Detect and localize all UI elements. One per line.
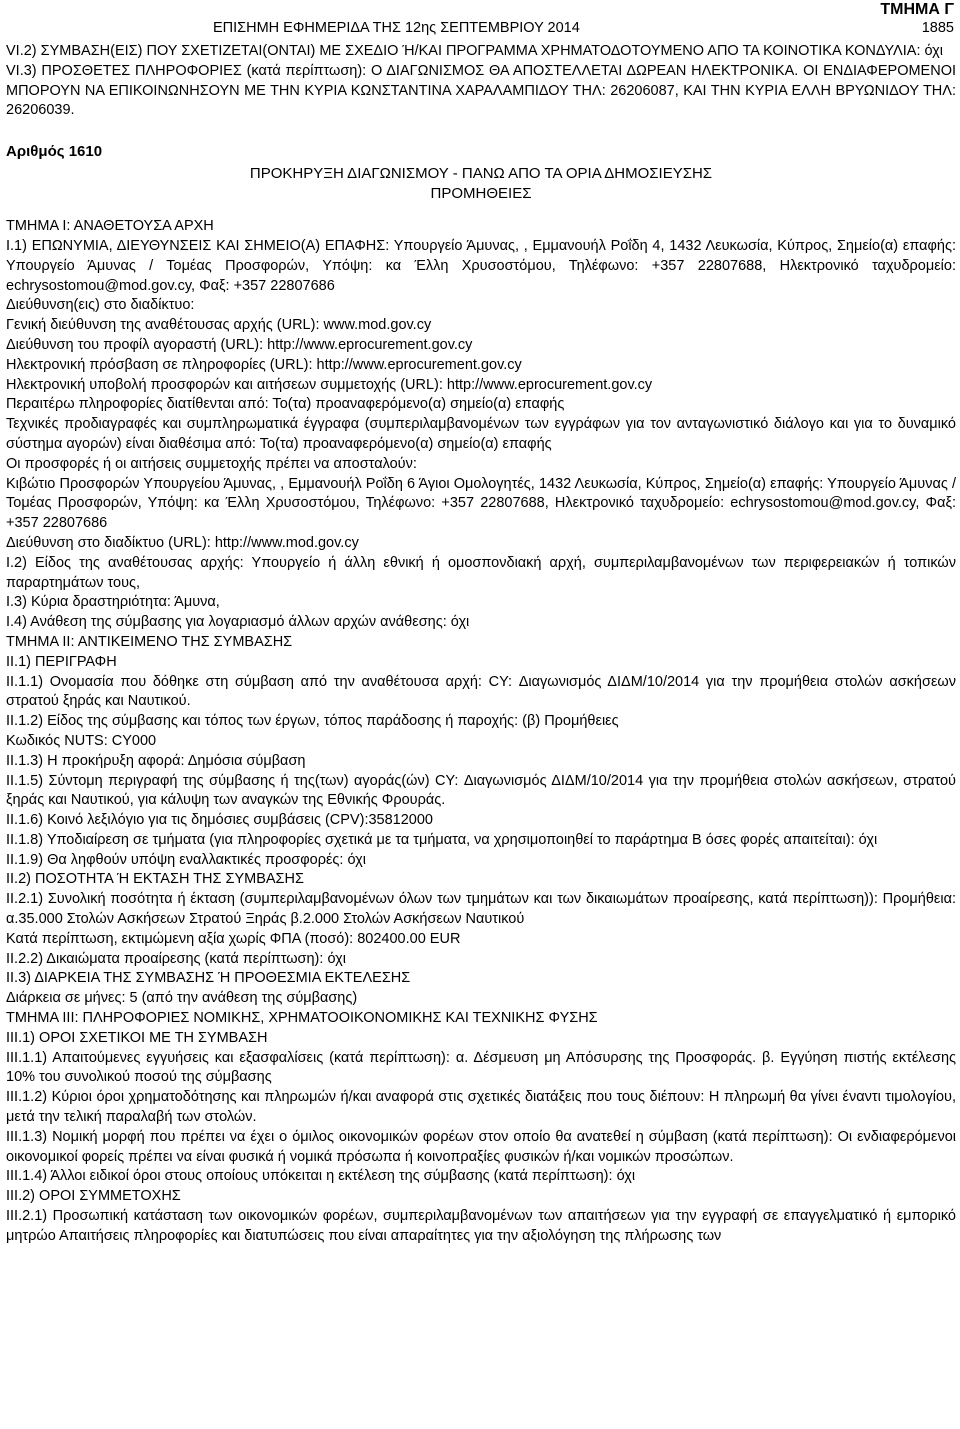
paragraph-vi2: VI.2) ΣΥΜΒΑΣΗ(ΕΙΣ) ΠΟΥ ΣΧΕΤΙΖΕΤΑΙ(ΟΝΤΑΙ) ΜΕ ΣΧΕΔΙΟ Ή/ΚΑΙ ΠΡΟΓΡΑΜΜΑ ΧΡΗΜΑΤΟΔΟΤΟΥΜΕΝΟ ΑΠΟ ΤΑ ΚΟΙΝΟΤΙΚΑ ΚΟΝΔΥΛΙΑ: όχι <box>6 43 944 59</box>
notice-title-line-2: ΠΡΟΜΗΘΕΙΕΣ <box>430 185 532 203</box>
paragraph: ΙΙΙ.1.4) Άλλοι ειδικοί όροι στους οποίους υπόκειται η εκτέλεση της σύμβασης (κατά περίπτωση): όχι <box>6 1168 636 1185</box>
paragraph: ΙΙΙ.1.3) Νομική μορφή που πρέπει να έχει ο όμιλος οικονομικών φορέων στον οποίο θα ανατεθεί η σύμβαση (κατά περίπτωση): Οι ενδιαφερόμενοι οικονομικοί φορείς πρέπει να είναι φυσικά ή νομικά πρόσωπα ή κοινοπραξίες φυσικών ή/και νομικών προσώπων. <box>6 1128 956 1165</box>
section-heading: ΤΜΗΜΑ ΙΙ: ΑΝΤΙΚΕΙΜΕΝΟ ΤΗΣ ΣΥΜΒΑΣΗΣ <box>6 633 293 650</box>
section-heading: ΤΜΗΜΑ ΙΙΙ: ΠΛΗΡΟΦΟΡΙΕΣ ΝΟΜΙΚΗΣ, ΧΡΗΜΑΤΟΟΙΚΟΝΟΜΙΚΗΣ ΚΑΙ ΤΕΧΝΙΚΗΣ ΦΥΣΗΣ <box>6 1010 598 1027</box>
subsection-heading: ΙΙΙ.1) ΟΡΟΙ ΣΧΕΤΙΚΟΙ ΜΕ ΤΗ ΣΥΜΒΑΣΗ <box>6 1029 268 1046</box>
notice-title <box>6 164 956 204</box>
paragraph: ΙΙ.1.5) Σύντομη περιγραφή της σύμβασης ή της(των) αγοράς(ών) CY: Διαγωνισμός ΔΙΔΜ/10/2014 για την προμήθεια στολών ασκήσεων, στρατού ξηράς και Ναυτικού, για κάλυψη των αναγκών της Εθνικής Φρουράς. <box>6 772 956 809</box>
paragraph: ΙΙ.1.6) Κοινό λεξιλόγιο για τις δημόσιες συμβάσεις (CPV):35812000 <box>6 812 433 829</box>
subsection-heading: ΙΙ.3) ΔΙΑΡΚΕΙΑ ΤΗΣ ΣΥΜΒΑΣΗΣ Ή ΠΡΟΘΕΣΜΙΑ ΕΚΤΕΛΕΣΗΣ <box>6 970 411 987</box>
notice-title-line-1: ΠΡΟΚΗΡΥΞΗ ΔΙΑΓΩΝΙΣΜΟΥ - ΠΑΝΩ ΑΠΟ ΤΑ ΟΡΙΑ ΔΗΜΟΣΙΕΥΣΗΣ <box>249 165 713 183</box>
paragraph: ΙΙ.2.2) Δικαιώματα προαίρεσης (κατά περίπτωση): όχι <box>6 950 346 967</box>
paragraph: Κιβώτιο Προσφορών Υπουργείου Άμυνας, , Εμμανουήλ Ροΐδη 6 Άγιοι Ομολογητές, 1432 Λευκωσία, Κύπρος, Σημείο(α) επαφής: Υπουργείο Άμυνας / Τομέας Προσφορών, Υπόψη: κα Έλλη Χρυσοστόμου, Τηλέφωνο: +357 22807688, Ηλεκτρονικό ταχυδρομείο: echrysostomou@mod.gov.cy, Φαξ: +357 22807686 <box>6 475 956 532</box>
page-content <box>6 42 956 1247</box>
subsection-heading: ΙΙ.2) ΠΟΣΟΤΗΤΑ Ή ΕΚΤΑΣΗ ΤΗΣ ΣΥΜΒΑΣΗΣ <box>6 871 304 888</box>
paragraph: Ι.2) Είδος της αναθέτουσας αρχής: Υπουργείο ή άλλη εθνική ή ομοσπονδιακή αρχή, συμπεριλαμβανομένων των περιφερειακών ή τοπικών παραρτημάτων τους, <box>6 554 956 591</box>
paragraph: Γενική διεύθυνση της αναθέτουσας αρχής (URL): www.mod.gov.cy <box>6 317 432 334</box>
paragraph: Διεύθυνση(εις) στο διαδίκτυο: <box>6 297 195 314</box>
paragraph: ΙΙ.1.1) Ονομασία που δόθηκε στη σύμβαση από την αναθέτουσα αρχή: CY: Διαγωνισμός ΔΙΔΜ/10/2014 για την προμήθεια στολών ασκήσεων στρατού ξηράς και Ναυτικού. <box>6 673 956 710</box>
spacer <box>6 121 956 140</box>
paragraph: Διεύθυνση στο διαδίκτυο (URL): http://www.mod.gov.cy <box>6 534 359 551</box>
section-label: ΤΜΗΜΑ Γ <box>880 1 954 18</box>
paragraph: Ηλεκτρονική πρόσβαση σε πληροφορίες (URL): http://www.eprocurement.gov.cy <box>6 356 522 373</box>
paragraph-vi3: VI.3) ΠΡΟΣΘΕΤΕΣ ΠΛΗΡΟΦΟΡΙΕΣ (κατά περίπτωση): Ο ΔΙΑΓΩΝΙΣΜΟΣ ΘΑ ΑΠΟΣΤΕΛΛΕΤΑΙ ΔΩΡΕΑΝ ΗΛΕΚΤΡΟΝΙΚΑ. ΟΙ ΕΝΔΙΑΦΕΡΟΜΕΝΟΙ ΜΠΟΡΟΥΝ ΝΑ ΕΠΙΚΟΙΝΩΝΗΣΟΥΝ ΜΕ ΤΗΝ ΚΥΡΙΑ ΚΩΝΣΤΑΝΤΙΝΑ ΧΑΡΑΛΑΜΠΙΔΟΥ ΤΗΛ: 26206087, ΚΑΙ ΤΗΝ ΚΥΡΙΑ ΕΛΛΗ ΒΡΥΩΝΙΔΟΥ ΤΗΛ: 26206039. <box>6 62 956 119</box>
paragraph: ΙΙ.1.2) Είδος της σύμβασης και τόπος των έργων, τόπος παράδοσης ή παροχής: (β) Προμήθειες <box>6 713 619 730</box>
subsection-heading: ΙΙΙ.2) ΟΡΟΙ ΣΥΜΜΕΤΟΧΗΣ <box>6 1188 181 1205</box>
paragraph: ΙΙ.2.1) Συνολική ποσότητα ή έκταση (συμπεριλαμβανομένων όλων των τμημάτων και των δικαιωμάτων προαίρεσης, κατά περίπτωση)): Προμήθεια: α.35.000 Στολών Ασκήσεων Στρατού Ξηράς β.2.000 Στολών Ασκήσεων Ναυτικού <box>6 891 956 928</box>
paragraph: ΙΙΙ.1.2) Κύριοι όροι χρηματοδότησης και πληρωμών ή/και αναφορά στις σχετικές διατάξεις που τους διέπουν: Η πληρωμή θα γίνει έναντι τιμολογίου, μετά την τελική παραλαβή των στολών. <box>6 1089 956 1126</box>
paragraph: ΙΙΙ.2.1) Προσωπική κατάσταση των οικονομικών φορέων, συμπεριλαμβανομένων των απαιτήσεων για την εγγραφή σε επαγγελματικό ή εμπορικό μητρώο Απαιτήσεις πληροφορίες και διατυπώσεις που είναι απαραίτητες για την αξιολόγηση της πλήρωσης των <box>6 1208 956 1244</box>
notice-heading <box>6 142 956 203</box>
paragraph: Διάρκεια σε μήνες: 5 (από την ανάθεση της σύμβασης) <box>6 990 358 1007</box>
page-header <box>0 0 960 44</box>
notice-number: Αριθμός 1610 <box>6 143 103 161</box>
notice-body <box>6 217 956 1246</box>
paragraph: Ι.1) ΕΠΩΝΥΜΙΑ, ΔΙΕΥΘΥΝΣΕΙΣ ΚΑΙ ΣΗΜΕΙΟ(Α) ΕΠΑΦΗΣ: Υπουργείο Άμυνας, , Εμμανουήλ Ροΐδη 4, 1432 Λευκωσία, Κύπρος, Σημείο(α) επαφής: Υπουργείο Άμυνας / Τομέας Προσφορών, Υπόψη: κα Έλλη Χρυσοστόμου, Τηλέφωνο: +357 22807688, Ηλεκτρονικό ταχυδρομείο: echrysostomou@mod.gov.cy, Φαξ: +357 22807686 <box>6 237 956 294</box>
paragraph: Κατά περίπτωση, εκτιμώμενη αξία χωρίς ΦΠΑ (ποσό): 802400.00 EUR <box>6 930 461 947</box>
paragraph: Ι.3) Κύρια δραστηριότητα: Άμυνα, <box>6 594 220 611</box>
paragraph: Οι προσφορές ή οι αιτήσεις συμμετοχής πρέπει να αποσταλούν: <box>6 455 417 472</box>
subsection-heading: ΙΙ.1) ΠΕΡΙΓΡΑΦΗ <box>6 653 117 670</box>
paragraph: ΙΙ.1.8) Υποδιαίρεση σε τμήματα (για πληροφορίες σχετικά με τα τμήματα, να χρησιμοποιηθεί το παράρτημα Β όσες φορές απαιτείται): όχι <box>6 831 878 848</box>
paragraph: ΙΙ.1.3) Η προκήρυξη αφορά: Δημόσια σύμβαση <box>6 752 306 769</box>
paragraph: Περαιτέρω πληροφορίες διατίθενται από: Το(τα) προαναφερόμενο(α) σημείο(α) επαφής <box>6 396 565 413</box>
paragraph: Κωδικός NUTS: CY000 <box>6 732 157 749</box>
section-heading: ΤΜΗΜΑ Ι: ΑΝΑΘΕΤΟΥΣΑ ΑΡΧΗ <box>6 218 214 235</box>
gazette-title: ΕΠΙΣΗΜΗ ΕΦΗΜΕΡΙΔΑ ΤΗΣ 12ης ΣΕΠΤΕΜΒΡΙΟΥ 2014 <box>213 20 580 36</box>
paragraph: Τεχνικές προδιαγραφές και συμπληρωματικά έγγραφα (συμπεριλαμβανομένων των εγγράφων για τον ανταγωνιστικό διάλογο και για το δυναμικό σύστημα αγορών) είναι διαθέσιμα από: Το(τα) προαναφερόμενο(α) σημείο(α) επαφής <box>6 416 956 452</box>
paragraph: Ι.4) Ανάθεση της σύμβασης για λογαριασμό άλλων αρχών ανάθεσης: όχι <box>6 614 470 631</box>
paragraph: Ηλεκτρονική υποβολή προσφορών και αιτήσεων συμμετοχής (URL): http://www.eprocurement.gov.cy <box>6 376 653 393</box>
paragraph: ΙΙΙ.1.1) Απαιτούμενες εγγυήσεις και εξασφαλίσεις (κατά περίπτωση): α. Δέσμευση μη Απόσυρσης της Προσφοράς. β. Εγγύηση πιστής εκτέλεσης 10% του συνολικού ποσού της σύμβασης <box>6 1049 956 1086</box>
page-number: 1885 <box>921 20 954 36</box>
paragraph: ΙΙ.1.9) Θα ληφθούν υπόψη εναλλακτικές προσφορές: όχι <box>6 851 366 868</box>
paragraph: Διεύθυνση του προφίλ αγοραστή (URL): http://www.eprocurement.gov.cy <box>6 336 473 353</box>
